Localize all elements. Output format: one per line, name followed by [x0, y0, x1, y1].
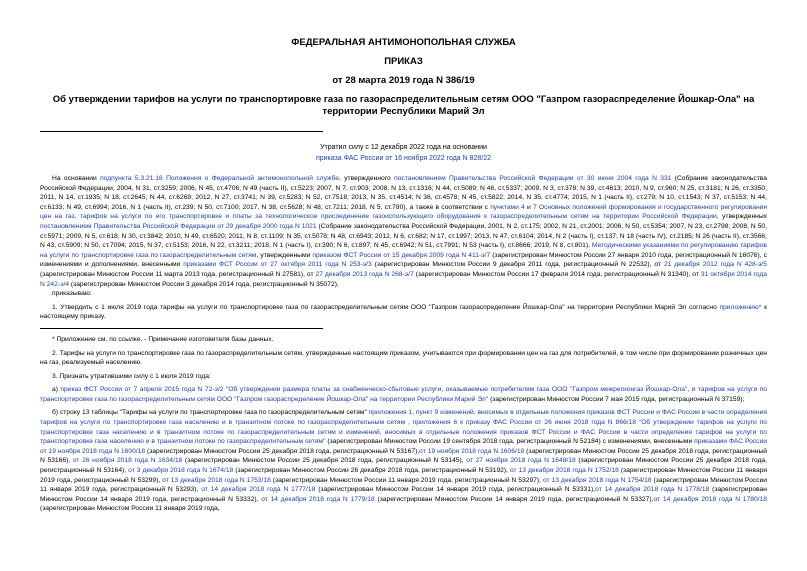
link-order-1778[interactable]: от 14 декабря 2018 года N 1778/18 [595, 486, 710, 494]
text-run: и [524, 203, 533, 211]
agency-name: ФЕДЕРАЛЬНАЯ АНТИМОНОПОЛЬНАЯ СЛУЖБА [291, 37, 516, 48]
text-run: (зарегистрирован Минюстом России 25 декабря 2018 года, регистрационный N 53166), [40, 447, 767, 465]
link-order-1634[interactable]: от 26 ноября 2018 года N 1634/18 [72, 457, 183, 465]
item-3b [40, 408, 767, 514]
footnote-divider [40, 328, 323, 329]
link-order-1777[interactable]: от 14 декабря 2018 года N 1777/18 [201, 486, 316, 494]
text-run: (зарегистрирован Минюстом России 11 января 2019 года, регистрационный N 53293), [40, 476, 767, 494]
text-run: , утвержденного [339, 175, 395, 182]
text-run: (зарегистрирован Минюстом России 11 января 2019 года, [40, 505, 220, 513]
link-regulation-fas[interactable]: подпункта 5.3.21.16 Положения о Федеральной антимонопольной службе [100, 175, 340, 182]
link-points-4[interactable]: пунктами 4 [490, 203, 525, 211]
text-run: (зарегистрирован Минюстом России 25 декабря 2018 года, регистрационный N 53164), [40, 457, 767, 475]
link-basic-provisions[interactable]: 7 Основных положений формирования и государственного регулирования цен на газ, тарифов на услуги по его транспортировке и платы за технологическое присоединение газоиспользующего оборудования к газораспределительным сетям на территории Российской Федерации [40, 203, 768, 221]
text-run: б) строку 13 таблицы "Тарифы на услуги по транспортировке газа по газораспределительным сетям" [52, 409, 369, 417]
link-appendix-1-order-866[interactable]: приложения 1, пункт 9 изменений, вносимых в отдельные положения приказов ФСТ России и ФАС России в части определения тарифов на услуги по транспортировке газа населению и в транзитном потоке по газораспределительным сетям , приложения 6 к приказу ФАС России от 26 июня 2018 года N 866/18 "Об утверждении тарифов на услуги по транспортировке газа населению и в транзитном потоке по газораспределительным сетям и изменений, вносимых в отдельные положения приказов ФСТ России и ФАС России в части определения тарифов на услуги по транспортировке газа населению и в транзитном потоке по газораспределительным сетям" [40, 409, 767, 446]
text-run: (зарегистрирован Минюстом России 26 декабря 2018 года, регистрационный N 53192), [233, 467, 510, 475]
link-order-253[interactable]: приказами ФСТ России от 27 октября 2011 года N 253-э/3 [183, 261, 372, 269]
link-order-1780[interactable]: от 14 декабря 2018 года N 1780/18 [653, 495, 767, 503]
link-order-1648[interactable]: от 27 ноября 2018 года N 1648/18 [466, 457, 576, 465]
link-order-72[interactable]: приказ ФСТ России от 7 апреля 2015 года N 72-э/2 "Об утверждении размера платы за снабженческо-сбытовые услуги, оказываемые потребителям газа ООО "Газпром межрегионгаз Йошкар-Ола", и тарифов на услуги по транспортировке газа по газораспределительным сетям ООО "Газпром газораспределение Йошкар-Ола" на территории Республики Марий Эл" [40, 386, 767, 403]
text-run: (зарегистрирован Минюстом России 11 марта 2013 года, регистрационный N 27581), от [40, 270, 316, 278]
text-run: 1. Утвердить с 1 июля 2019 года тарифы на услуги по транспортировке газа по газораспределительным сетям ООО "Газпром газораспределение Йошкар-Ола" на территории Республики Марий Эл согласно [52, 303, 720, 311]
item-3a [40, 385, 767, 404]
item-2: 2. Тарифы на услуги по транспортировке газа по газораспределительным сетям, утвержденные настоящим приказом, учитываются при формировании цен на газ для потребителей, в том числе при формировании розничных цен на газ, реализуемый населению. [40, 349, 767, 367]
link-order-1779[interactable]: от 14 декабря 2018 года N 1779/18 [261, 495, 375, 503]
item-3: 3. Признать утратившими силу с 1 июля 2019 года: [52, 372, 211, 380]
text-run: (зарегистрирован Минюстом России 14 января 2019 года, регистрационный N 53331), [315, 486, 596, 494]
link-order-1674[interactable]: от 3 декабря 2018 года N 1674/18 [128, 467, 234, 475]
link-resolution-1021[interactable]: постановлением Правительства Российской Федерации от 29 декабря 2000 года N 1021 [40, 222, 317, 230]
text-run: (зарегистрирован Минюстом России 14 января 2019 года, регистрационный N 53327), [374, 495, 654, 503]
link-appendix[interactable]: приложению* [719, 303, 762, 311]
header-divider [40, 131, 323, 132]
footnote: * Приложение см. по ссылке. - Примечание изготовителя базы данных. [52, 335, 274, 343]
link-methodical-guidelines[interactable]: Методическими указаниями по регулированию тарифов на услуги по транспортировке газа по газораспределительным сетям [40, 242, 767, 259]
link-resolution-331[interactable]: постановлением Правительства Российской Федерации от 30 июня 2004 года N 331 [394, 175, 672, 182]
text-run: , утвержденных [716, 213, 768, 221]
link-order-1753[interactable]: от 13 декабря 2018 года N 1753/18 [162, 476, 271, 484]
link-order-242[interactable]: 31 октября 2014 года N 242-э/4 [40, 270, 767, 288]
document-type: ПРИКАЗ [384, 56, 423, 67]
document-title: Об утверждении тарифов на услуги по транспортировке газа по газораспределительным сетям ООО "Газпром газораспределение Йошкар-Ола" на территории Республики Марий Эл [52, 94, 755, 117]
text-run: (зарегистрирован Минюстом России 17 февраля 2014 года, регистрационный N 31340), от [413, 270, 701, 278]
text-run: к настоящему приказу. [40, 303, 767, 321]
text-run: (зарегистрирован Минюстом России 27 января 2010 года, регистрационный N 16076), с изменениями и дополнениями, внесенными [40, 251, 767, 269]
text-run: На основании [52, 175, 101, 182]
item-1 [40, 303, 767, 322]
text-run: (зарегистрирован Минюстом России 19 сентября 2018 года, регистрационный N 52184) с изменениями, внесенными [325, 438, 695, 446]
link-order-411[interactable]: приказом ФСТ России от 15 декабря 2009 года N 411-э/7 [312, 251, 491, 259]
lost-force-notice [0, 142, 807, 164]
text-run: (зарегистрирован Минюстом России 7 мая 2015 года, регистрационный N 37159); [488, 395, 745, 403]
text-run: , утвержденными [256, 251, 313, 259]
lost-force-link[interactable]: приказа ФАС России от 16 ноября 2022 года N 828/22 [315, 155, 492, 162]
preamble-paragraph [40, 174, 767, 289]
text-run: а) [52, 386, 61, 394]
text-run: (зарегистрирован Минюстом России 25 декабря 2018 года, регистрационный N 53145), [182, 457, 467, 465]
document-body [40, 174, 767, 514]
link-order-1754[interactable]: от 13 декабря 2018 года N 1754/18 [542, 476, 652, 484]
text-run: (зарегистрирован Минюстом России 25 декабря 2018 года, регистрационный N 53167), [145, 447, 420, 455]
text-run: (зарегистрирован Минюстом России 3 декабря 2014 года, регистрационный N 35072), [69, 280, 339, 288]
text-run: (зарегистрирован Минюстом России 11 января 2019 года, регистрационный N 53297), [270, 476, 543, 484]
order-word: приказываю: [52, 290, 92, 298]
link-order-268[interactable]: 27 декабря 2013 года N 268-э/7 [315, 270, 414, 278]
lost-force-text: Утратил силу с 12 декабря 2022 года на основании [320, 144, 487, 151]
link-order-1600[interactable]: приказами ФАС России от 19 ноября 2018 года N 1600/18 [40, 438, 767, 455]
link-order-1752[interactable]: от 13 декабря 2018 года N 1752/18 [509, 467, 619, 475]
text-run: (Собрание законодательства Российской Федерации, 2001, N 2, ст.175; 2002, N 21, ст.2001; 2006, N 50, ст.5354; 2007, N 23, ст.2798; 2008, N 50, ст.5971; 2009, N 5, ст.618; N 30, ст.3842; 2010, N 49, ст.6520; 2011, N 8, ст.1109; N 35, ст.5078; N 48, ст.6943; 2012, N 6, ст.682; N 17, ст.1997; 2013, N 47, ст.6104; 2014, N 2 (часть I), ст.137; N 18 (часть IV), ст.2185; N 26 (часть II), ст.3566; N 43, ст.5909; N 50, ст.7094; 2015, N 37, ст.5153; 2016, N 22, ст.3211; 2018, N 1 (часть I), ст.390; N 6, ст.897; N 45, ст.6942; N 51, ст.7991; N 53 (часть I), ст.8666; 2019, N 8, ст.801), [40, 222, 768, 250]
text-run: (зарегистрирован Минюстом России 9 декабря 2011 года, регистрационный N 22532), от [371, 261, 664, 269]
link-order-428[interactable]: 21 декабря 2012 года N 428-э/5 [663, 261, 767, 269]
text-run: (зарегистрирован Минюстом России 14 января 2019 года, регистрационный N 53332), [40, 486, 767, 503]
text-run: (зарегистрирован Минюстом России 11 января 2019 года, регистрационный N 53299), [40, 467, 767, 484]
link-order-1606[interactable]: от 19 ноября 2018 года N 1606/18 [419, 447, 525, 455]
document-date-number: от 28 марта 2019 года N 386/19 [332, 75, 475, 86]
text-run: (Собрание законодательства Российской Федерации, 2004, N 31, ст.3259; 2006, N 45, ст.4706; N 49 (часть II), ст.5223; 2007, N 7, ст.903; 2008, N 13, ст.1316; N 44, ст.5089; N 46, ст.5337; 2009, N 3, ст.378; N 39, ст.4613; 2010, N 9, ст.960; N 25, ст.3181; N 26, ст.3350; 2011, N 14, ст.1935; N 18, ст.2645; N 44, ст.6269; 2012, N 27, ст.3741; N 39, ст.5283; N 52, ст.7518; 2013, N 35, ст.4514; N 36, ст.4578; N 45, ст.5822; 2014, N 35, ст.4774; 2015, N 1 (часть II), ст.279; N 10, ст.1543; N 37, ст.5153; N 44, ст.6133; N 49, ст.6994; 2016, N 1 (часть II), ст.239; N 50, ст.7100; 2017, N 38, ст.5628; N 48, ст.7211; 2018, N 5, ст.780), а также в соответствии с [40, 175, 767, 211]
